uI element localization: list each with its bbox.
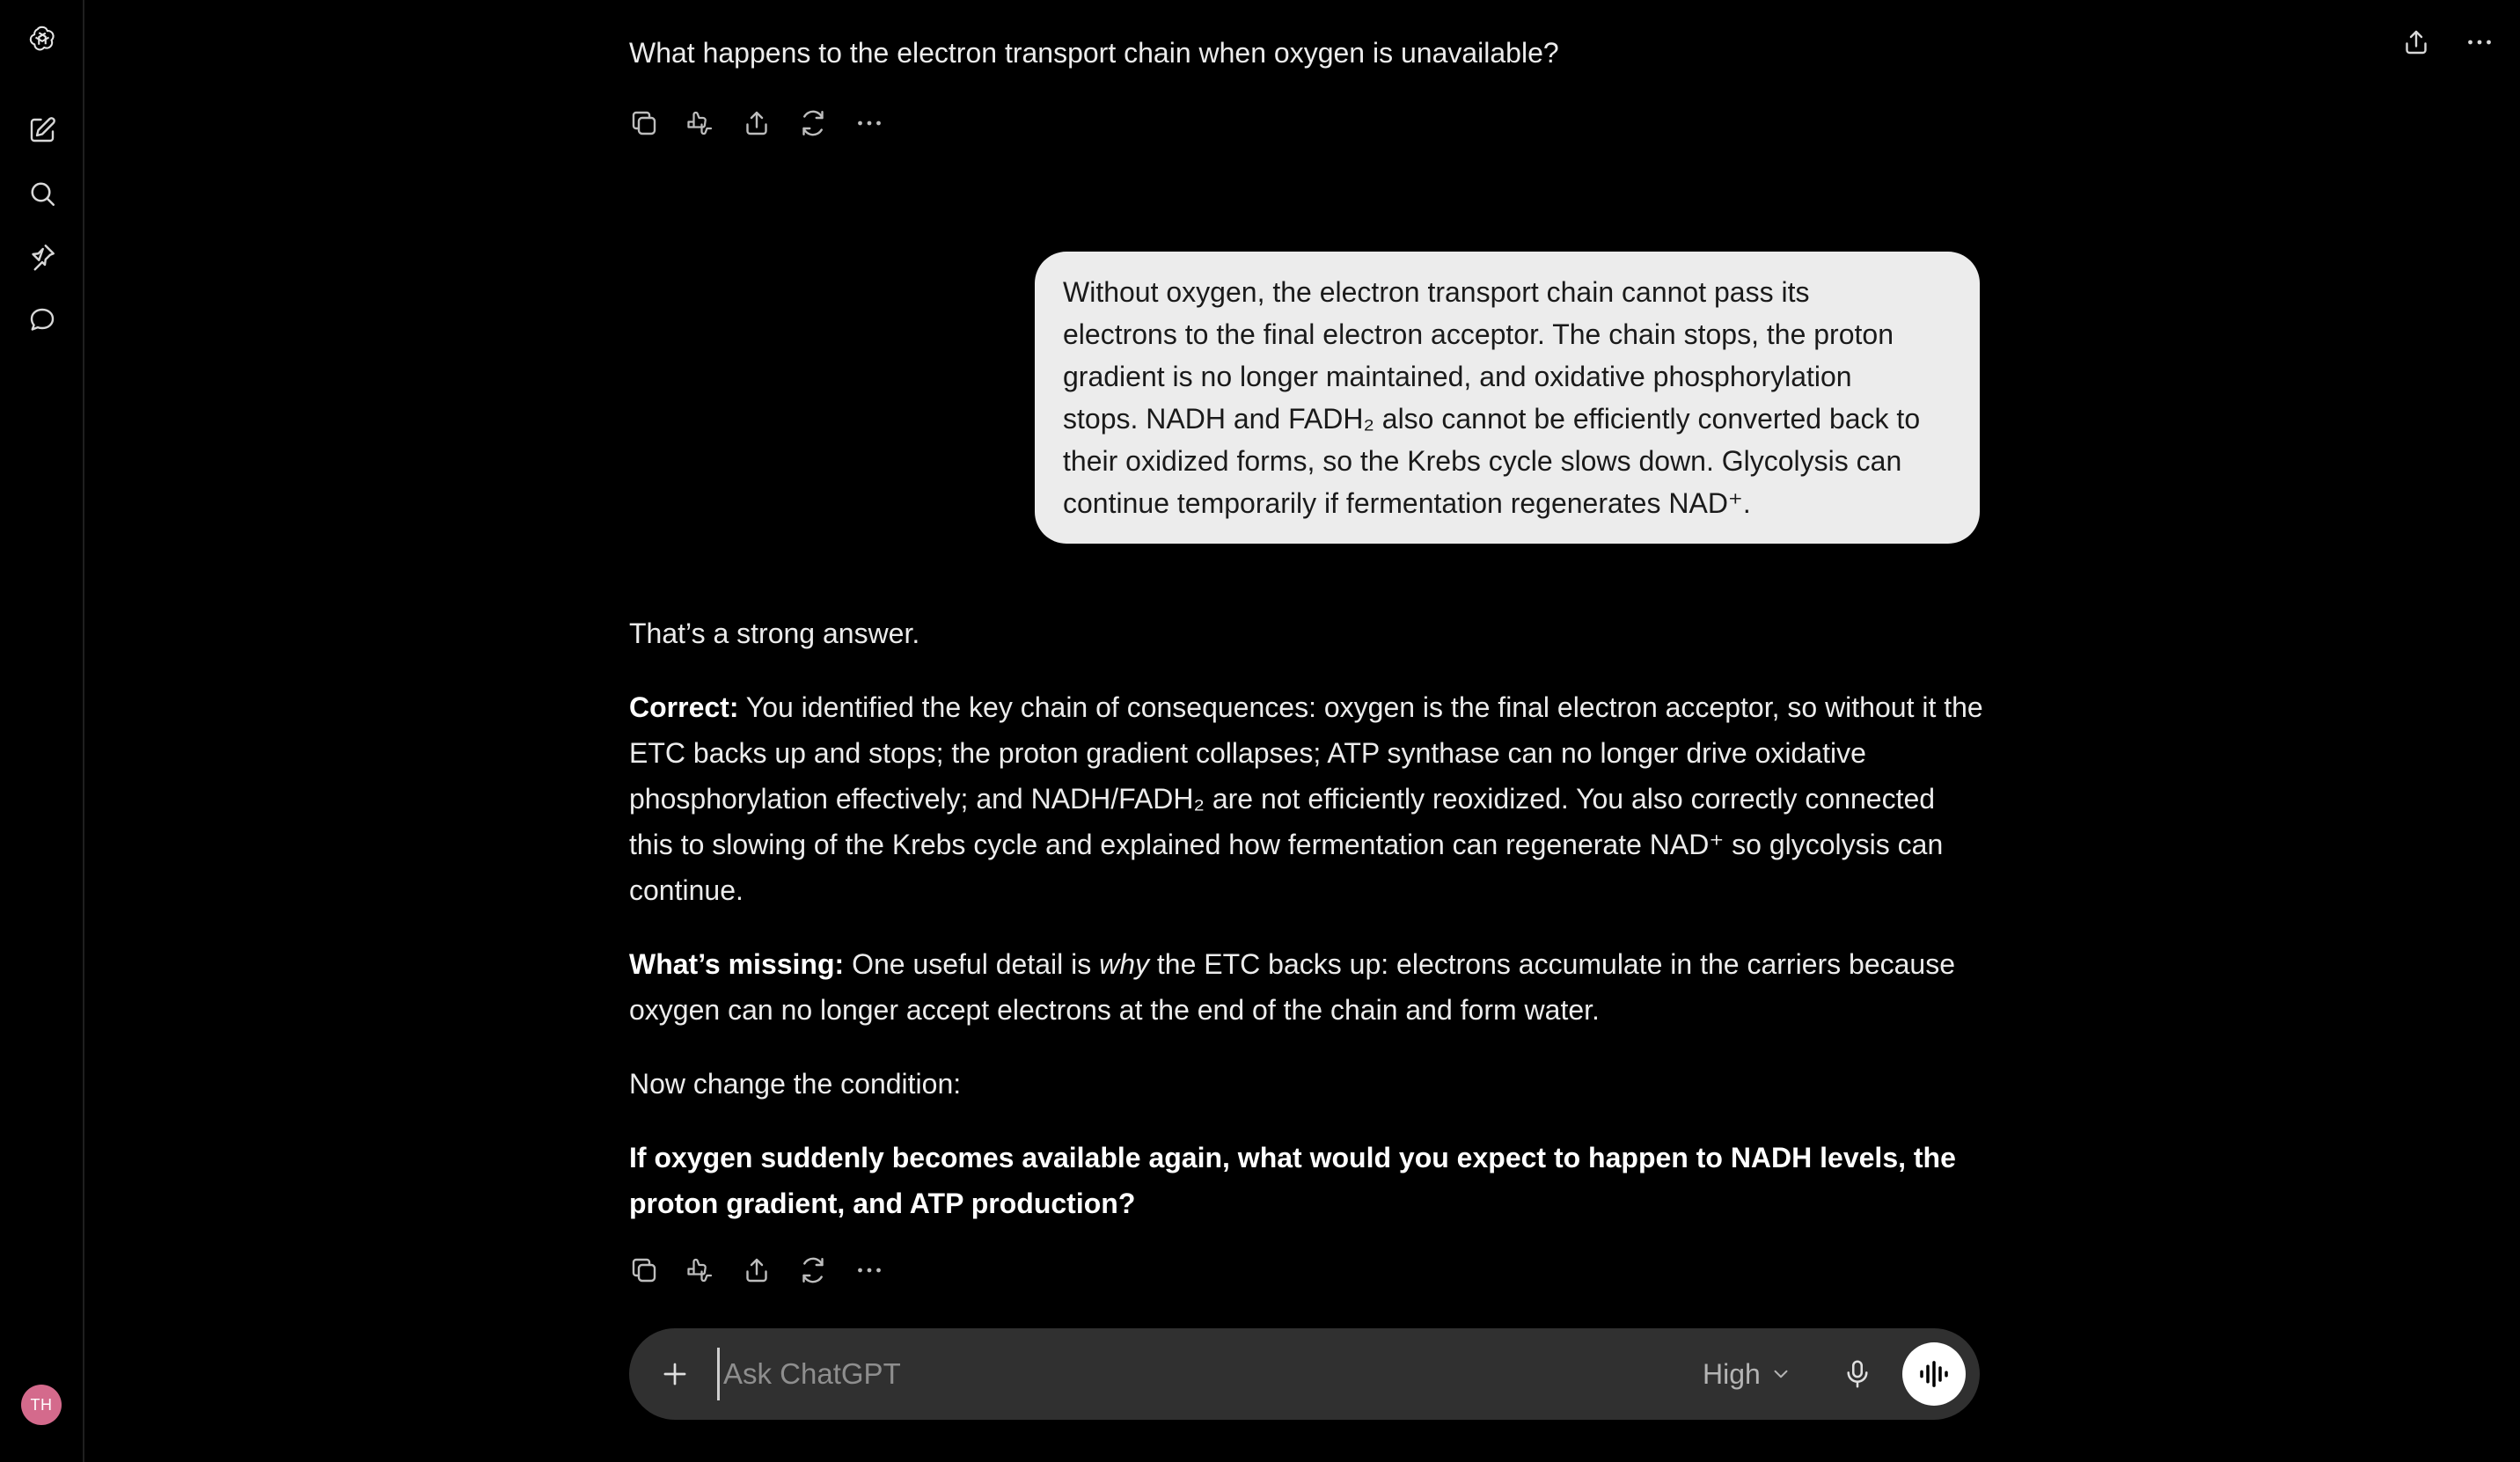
user-message-line: gradient is no longer maintained, and oxidative phosphorylation — [1063, 361, 1852, 392]
new-chat-icon[interactable] — [18, 106, 67, 155]
user-message-line: their oxidized forms, so the Krebs cycle slows down. Glycolysis can — [1063, 445, 1902, 477]
sidebar — [0, 0, 84, 1462]
microphone-button[interactable] — [1835, 1351, 1880, 1397]
feedback-icon[interactable] — [681, 1251, 720, 1290]
assistant-follow-up-question: If oxygen suddenly becomes available again, what would you expect to happen to NADH levels, the proton gradient, and ATP production? — [629, 1142, 1956, 1219]
copy-icon[interactable] — [625, 104, 663, 143]
composer — [629, 1328, 1980, 1420]
message-actions-top — [625, 104, 889, 143]
user-message-line: Without oxygen, the electron transport chain cannot pass its — [1063, 276, 1810, 308]
regenerate-icon[interactable] — [794, 104, 832, 143]
chevron-down-icon — [1769, 1363, 1792, 1385]
share-message-icon[interactable] — [737, 1251, 776, 1290]
assistant-missing-paragraph: What’s missing: One useful detail is why the ETC backs up: electrons accumulate in the carriers because oxygen can no longer accept electrons at the end of the chain and form water. — [629, 948, 1956, 1026]
plus-icon — [658, 1357, 692, 1391]
add-attachment-button[interactable] — [654, 1353, 696, 1395]
model-select[interactable] — [1703, 1353, 1792, 1395]
regenerate-icon[interactable] — [794, 1251, 832, 1290]
search-icon[interactable] — [18, 169, 67, 218]
voice-mode-button[interactable] — [1902, 1342, 1966, 1406]
share-message-icon[interactable] — [737, 104, 776, 143]
prompt-input[interactable] — [717, 1348, 1597, 1400]
more-icon[interactable] — [850, 1251, 889, 1290]
avatar-initials: TH — [30, 1395, 53, 1414]
voice-waveform-icon — [1916, 1356, 1952, 1393]
assistant-intro: That’s a strong answer. — [629, 618, 920, 649]
assistant-correct-paragraph: Correct: You identified the key chain of consequences: oxygen is the final electron acceptor, so without it the ETC backs up and stops; the proton gradient collapses; ATP synthase can no longer drive oxidative phosphorylation effectively; and NADH/FADH₂ are not efficiently reoxidized. You also correctly connected this to slowing of the Krebs cycle and explained how fermentation can regenerate NAD⁺ so glycolysis can continue. — [629, 691, 1983, 906]
more-icon[interactable] — [850, 104, 889, 143]
user-message-line: stops. NADH and FADH₂ also cannot be efficiently converted back to — [1063, 403, 1921, 435]
user-message-line: electrons to the final electron acceptor. The chain stops, the proton — [1063, 318, 1894, 350]
more-options-icon[interactable] — [2455, 18, 2504, 67]
feedback-icon[interactable] — [681, 104, 720, 143]
message-actions-bottom — [625, 1251, 889, 1290]
user-message — [1035, 252, 1980, 544]
user-message-line: continue temporarily if fermentation regenerates NAD⁺. — [1063, 487, 1751, 519]
share-icon[interactable] — [2392, 18, 2441, 67]
pin-icon[interactable] — [18, 232, 67, 281]
openai-logo-icon[interactable] — [18, 14, 67, 63]
assistant-message — [629, 610, 1984, 1254]
chat-bubble-icon[interactable] — [18, 296, 67, 345]
assistant-change-condition: Now change the condition: — [629, 1068, 962, 1100]
assistant-question: What happens to the electron transport chain when oxygen is unavailable? — [629, 37, 1559, 69]
avatar[interactable] — [21, 1385, 62, 1425]
copy-icon[interactable] — [625, 1251, 663, 1290]
model-select-label: High — [1703, 1357, 1761, 1390]
microphone-icon — [1841, 1357, 1874, 1391]
